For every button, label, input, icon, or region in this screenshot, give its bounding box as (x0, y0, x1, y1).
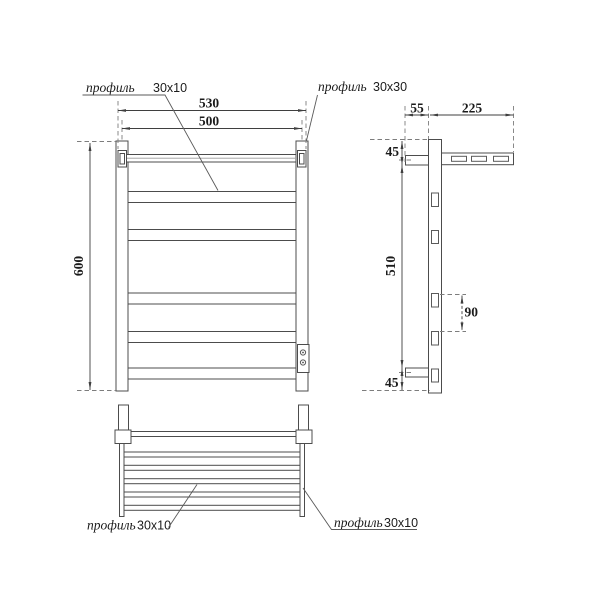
label-text: профиль30x10 (334, 515, 419, 530)
label-text: профиль 30x30 (318, 79, 408, 94)
rung (128, 230, 296, 241)
shelf-bar (124, 465, 300, 470)
dimension-value-55: 55 (410, 100, 424, 116)
dimension-value-45-top: 45 (385, 144, 399, 159)
dimension-value-45-bottom: 45 (385, 375, 399, 390)
left-bar-bracket-inner (120, 154, 125, 165)
right-post-section (296, 430, 312, 444)
right-bar-bracket-inner (300, 154, 305, 165)
heater-control-box (298, 345, 310, 373)
control-indicator-dot (302, 362, 304, 364)
side-post (429, 140, 442, 394)
dimension-value-90: 90 (464, 304, 478, 320)
shelf-bar (124, 452, 300, 457)
rung (128, 332, 296, 343)
shelf-bar (124, 479, 300, 484)
shelf-bar (124, 505, 300, 510)
dimension-value-500: 500 (198, 113, 220, 129)
left-post (116, 141, 128, 391)
dimension-90 (440, 295, 478, 332)
shelf-arm (442, 153, 514, 165)
leader-line (307, 95, 318, 141)
side-view (399, 140, 514, 394)
label-profile-shelf-right (303, 488, 418, 530)
top-bar-plan (131, 432, 296, 437)
top-view (115, 405, 312, 517)
label-text: профиль30x10 (87, 517, 172, 533)
label-profile-posts (307, 79, 408, 141)
leader-line (83, 95, 219, 191)
right-wall-stub (299, 405, 309, 430)
dimension-value-225: 225 (461, 100, 483, 116)
dimension-value-600: 600 (71, 255, 86, 277)
dimension-500 (122, 114, 302, 129)
dimension-value-530: 530 (198, 95, 220, 111)
rung (128, 293, 296, 304)
rung (128, 192, 296, 203)
right-shelf-rail (300, 444, 305, 517)
left-wall-stub (119, 405, 129, 430)
label-profile-rungs (83, 80, 219, 191)
left-post-section (115, 430, 131, 444)
dimension-510 (383, 165, 402, 368)
left-shelf-rail (120, 444, 125, 517)
rung (128, 368, 296, 379)
front-view (116, 120, 309, 391)
dimension-225 (430, 101, 514, 116)
control-indicator-dot (302, 352, 304, 354)
shelf-bars (124, 452, 300, 510)
shelf-bar (124, 492, 300, 497)
rungs (128, 192, 296, 380)
dimension-value-510: 510 (383, 255, 398, 277)
label-text: профиль 30x10 (86, 80, 188, 95)
dimension-600 (71, 142, 116, 391)
